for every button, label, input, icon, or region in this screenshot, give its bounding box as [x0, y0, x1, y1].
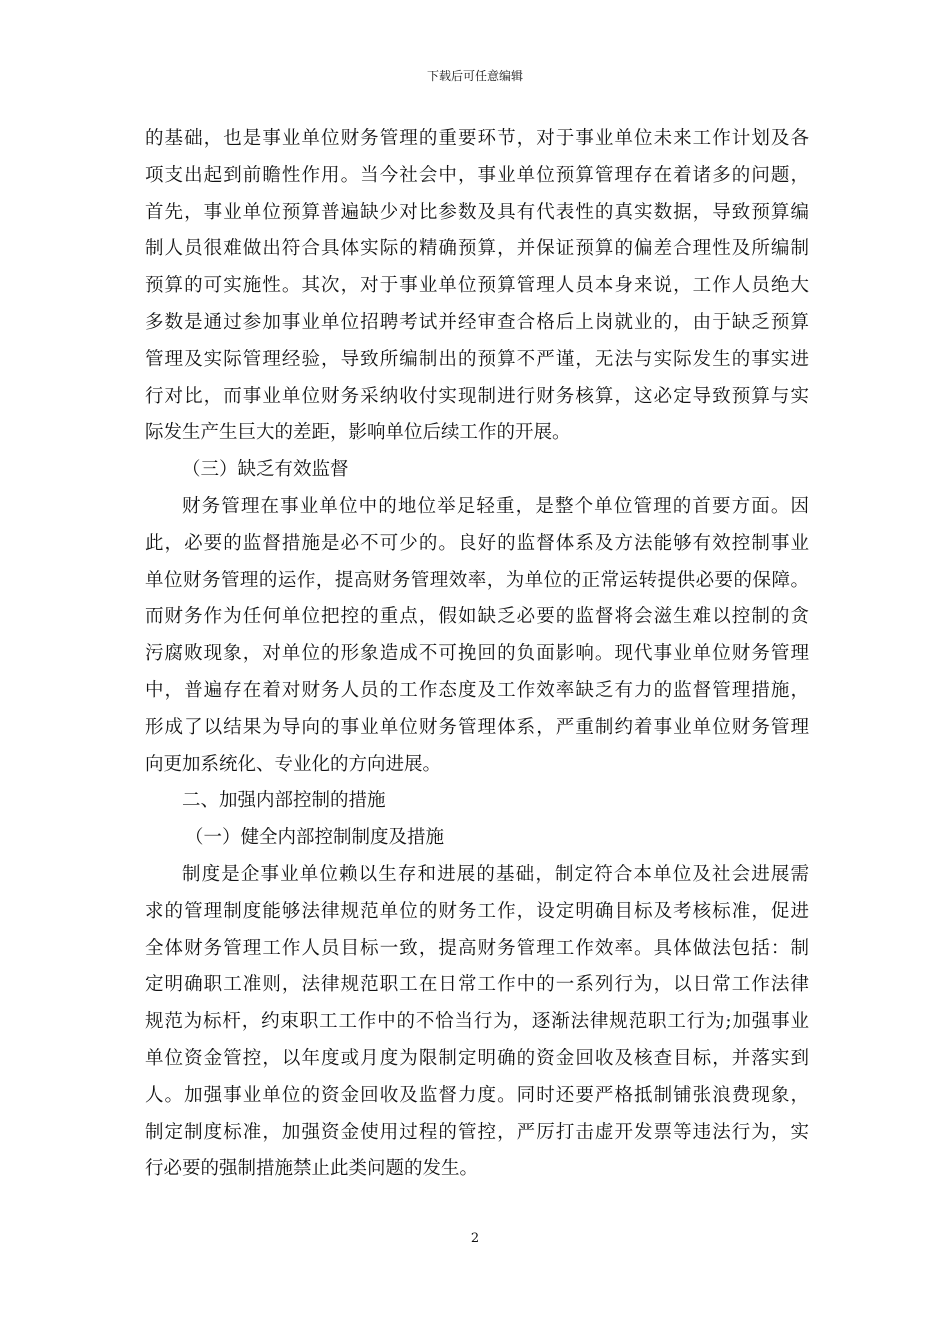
paragraph-line: 项支出起到前瞻性作用。当今社会中，事业单位预算管理存在着诸多的问题，: [145, 164, 809, 186]
paragraph-line: 行必要的强制措施禁止此类问题的发生。: [145, 1158, 479, 1180]
paragraph-line: 单位资金管控，以年度或月度为限制定明确的资金回收及核查目标，并落实到: [145, 1047, 809, 1069]
paragraph-line: 规范为标杆，约束职工工作中的不恰当行为，逐渐法律规范职工行为;加强事业: [145, 1011, 809, 1033]
paragraph-line: 际发生产生巨大的差距，影响单位后续工作的开展。: [145, 422, 571, 444]
paragraph-line: 制度是企事业单位赖以生存和进展的基础，制定符合本单位及社会进展需: [182, 863, 809, 885]
paragraph-line: 制定制度标准，加强资金使用过程的管控，严厉打击虚开发票等违法行为，实: [145, 1121, 809, 1143]
paragraph-line: 行对比，而事业单位财务采纳收付实现制进行财务核算，这必定导致预算与实: [145, 385, 809, 407]
paragraph-line: 人。加强事业单位的资金回收及监督力度。同时还要严格抵制铺张浪费现象，: [145, 1084, 809, 1106]
document-body: [145, 121, 809, 1188]
paragraph-line: 首先，事业单位预算普遍缺少对比参数及具有代表性的真实数据，导致预算编: [145, 201, 809, 223]
paragraph-line: 此，必要的监督措施是必不可少的。良好的监督体系及方法能够有效控制事业: [145, 532, 809, 554]
paragraph-line: 单位财务管理的运作，提高财务管理效率，为单位的正常运转提供必要的保障。: [145, 569, 809, 591]
paragraph-line: 而财务作为任何单位把控的重点，假如缺乏必要的监督将会滋生难以控制的贪: [145, 606, 809, 628]
paragraph-line: 向更加系统化、专业化的方向进展。: [145, 753, 442, 775]
section-heading: （一）健全内部控制制度及措施: [185, 827, 445, 849]
section-heading: （三）缺乏有效监督: [182, 459, 349, 481]
paragraph-line: 的基础，也是事业单位财务管理的重要环节，对于事业单位未来工作计划及各: [145, 128, 809, 149]
paragraph-line: 全体财务管理工作人员目标一致，提高财务管理工作效率。具体做法包括：制: [145, 937, 809, 959]
paragraph-line: 多数是通过参加事业单位招聘考试并经审查合格后上岗就业的，由于缺乏预算: [145, 311, 809, 333]
page-number: 2: [470, 1231, 480, 1246]
paragraph-line: 形成了以结果为导向的事业单位财务管理体系，严重制约着事业单位财务管理: [145, 716, 809, 738]
paragraph-line: 定明确职工准则，法律规范职工在日常工作中的一系列行为，以日常工作法律: [145, 974, 809, 996]
paragraph-line: 中，普遍存在着对财务人员的工作态度及工作效率缺乏有力的监督管理措施，: [145, 679, 809, 701]
paragraph-line: 财务管理在事业单位中的地位举足轻重，是整个单位管理的首要方面。因: [182, 495, 809, 517]
paragraph-line: 预算的可实施性。其次，对于事业单位预算管理人员本身来说，工作人员绝大: [145, 275, 809, 297]
chapter-heading: 二、加强内部控制的措施: [182, 790, 386, 812]
paragraph-line: 求的管理制度能够法律规范单位的财务工作，设定明确目标及考核标准，促进: [145, 900, 809, 922]
paragraph-line: 污腐败现象，对单位的形象造成不可挽回的负面影响。现代事业单位财务管理: [145, 643, 809, 665]
paragraph-line: 制人员很难做出符合具体实际的精确预算，并保证预算的偏差合理性及所编制: [145, 238, 809, 260]
page-header: 下载后可任意编辑: [426, 69, 523, 83]
paragraph-line: 管理及实际管理经验，导致所编制出的预算不严谨，无法与实际发生的事实进: [145, 348, 809, 370]
